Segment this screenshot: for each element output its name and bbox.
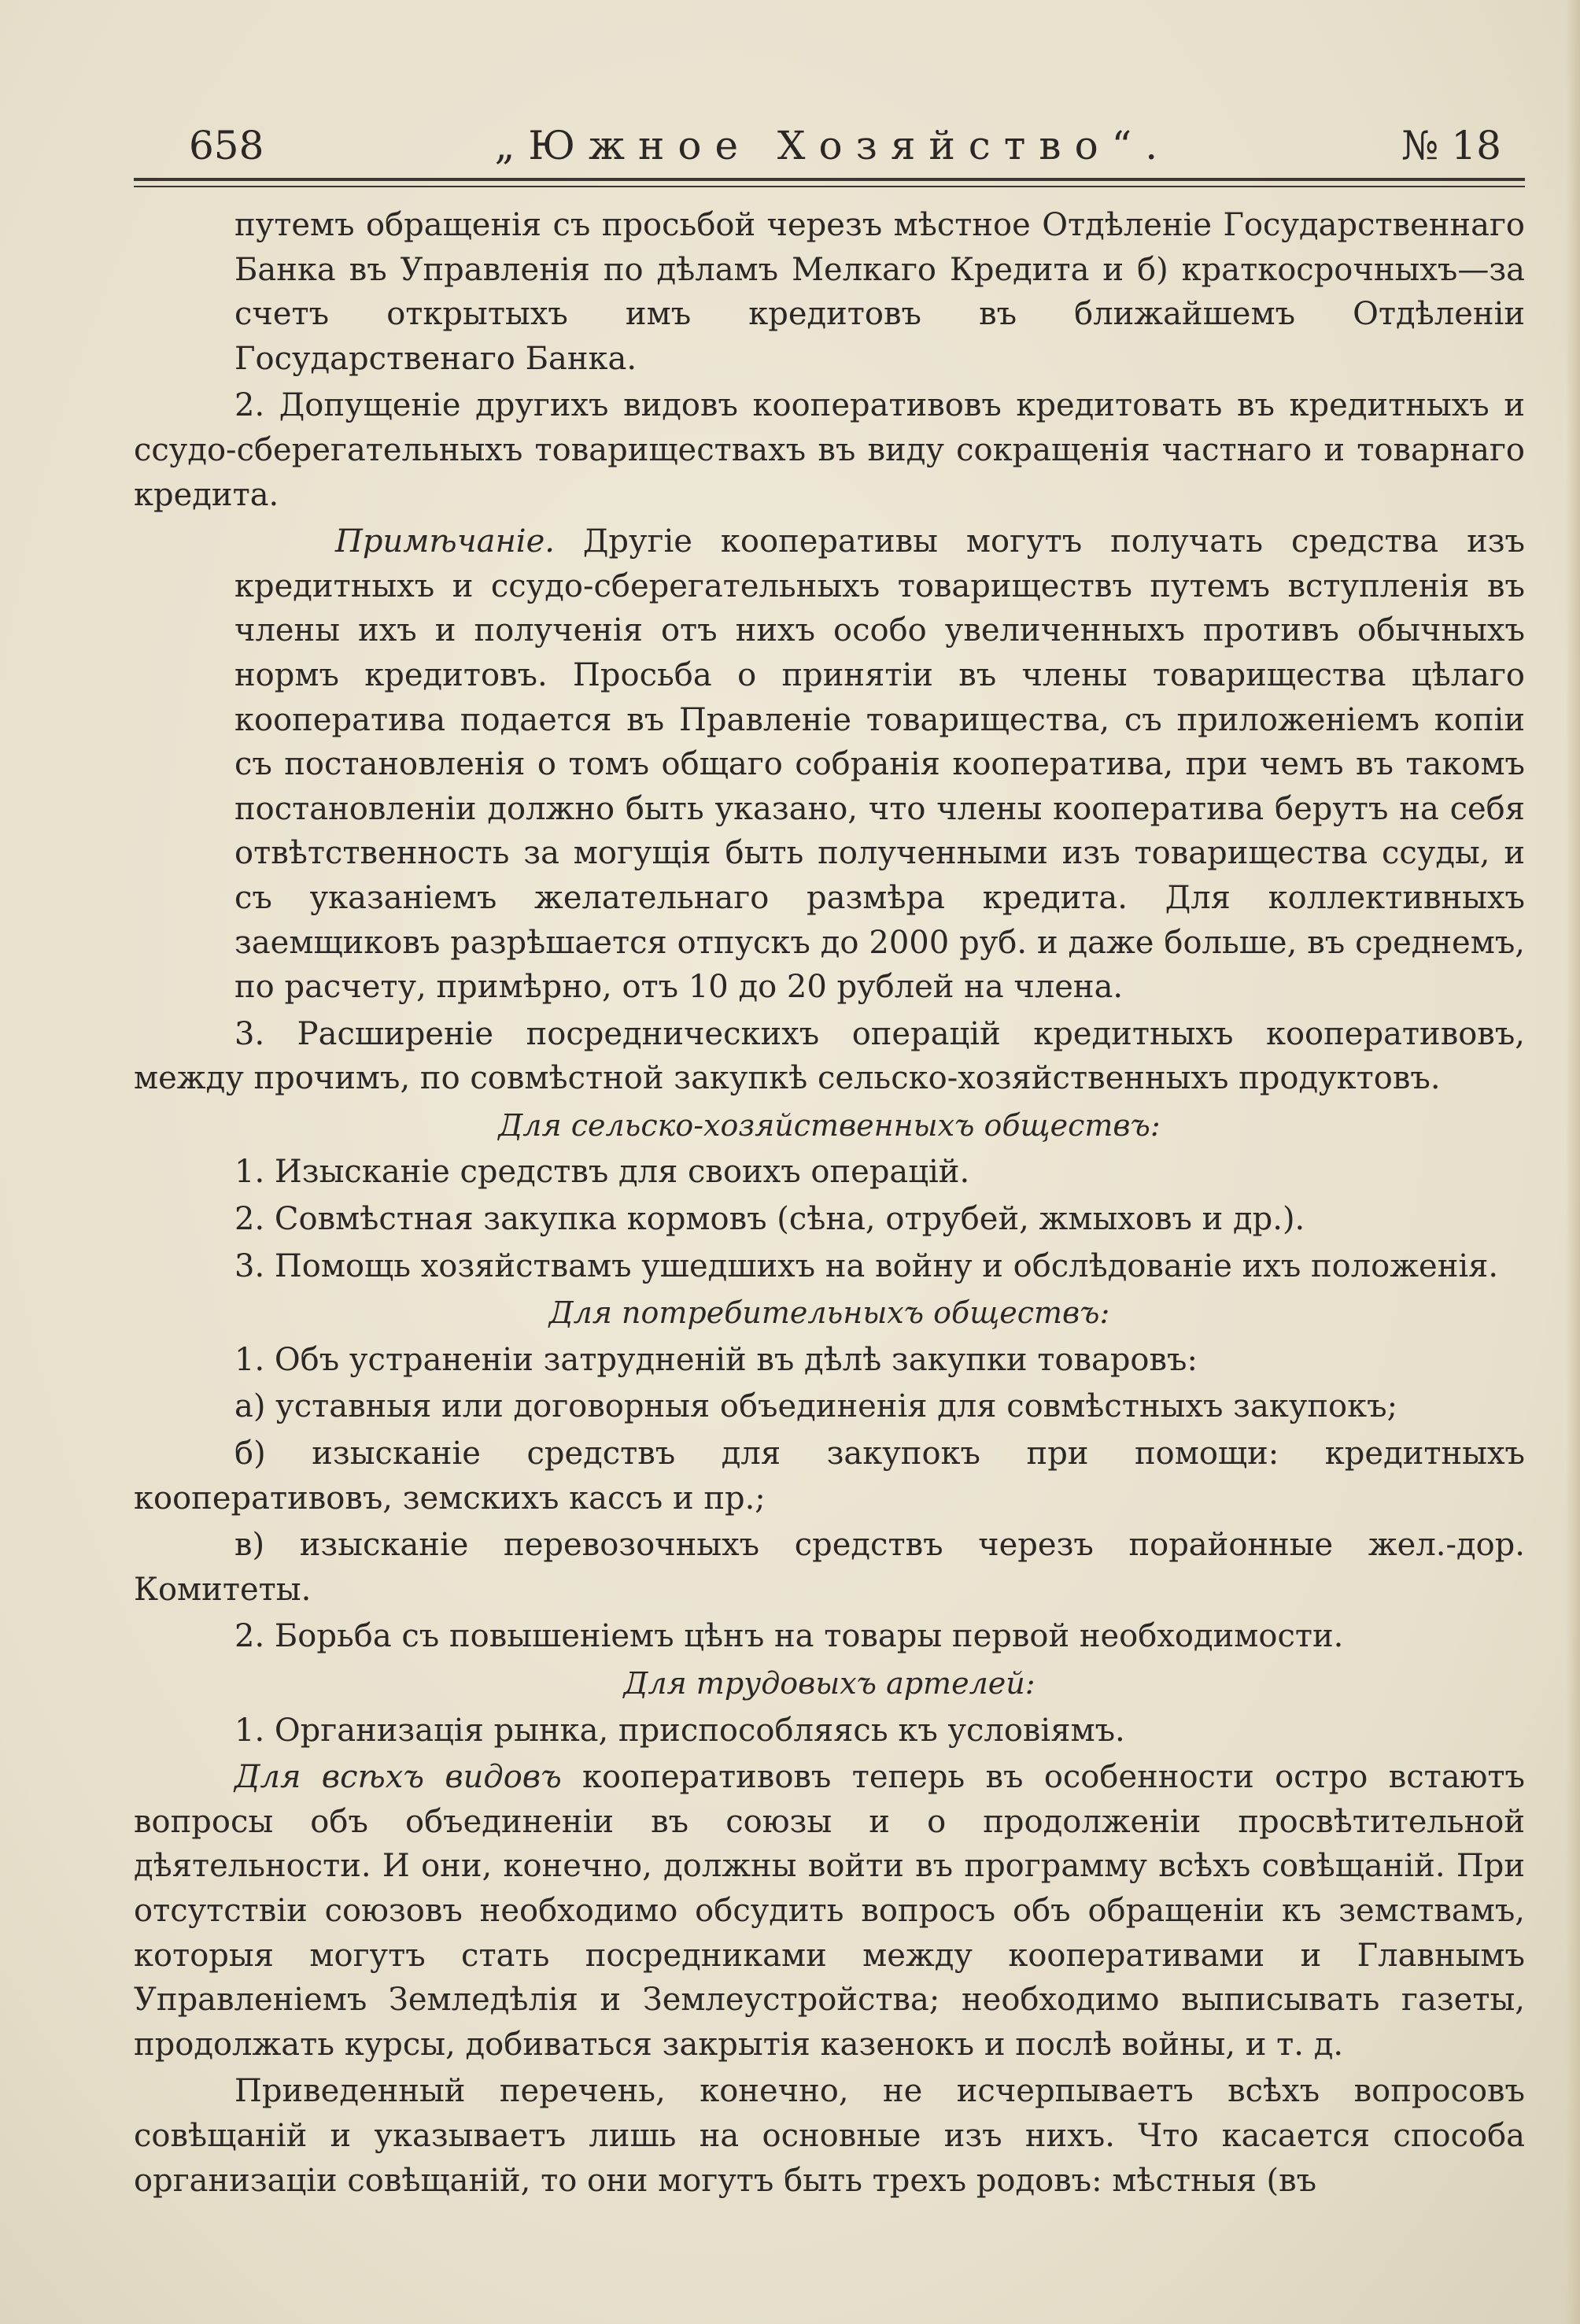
note-paragraph bbox=[134, 519, 1525, 1010]
issue-number: № 18 bbox=[1401, 123, 1501, 168]
paragraph-continuation: путемъ обращенія съ просьбой черезъ мѣстное Отдѣленіе Государственнаго Банка въ Управленія по дѣламъ Мелкаго Кредита и б) краткосрочныхъ—за счетъ открытыхъ имъ кредитовъ въ ближайшемъ Отдѣленіи Государственаго Банка. bbox=[234, 207, 1525, 377]
consumer-item-1c: в) изысканіе перевозочныхъ средствъ черезъ порайонные жел.-дор. Комитеты. bbox=[134, 1527, 1525, 1608]
note-text: Другіе кооперативы могутъ получать средства изъ кредитныхъ и ссудо-сберегательныхъ товариществъ путемъ вступленія въ члены ихъ и полученія отъ нихъ особо увеличенныхъ противъ обычныхъ нормъ кредитовъ. Просьба о принятіи въ члены товарищества цѣлаго кооператива подается въ Правленіе товарищества, съ приложеніемъ копіи съ постановленія о томъ общаго собранія кооператива, при чемъ въ такомъ постановленіи должно быть указано, что члены кооператива берутъ на себя отвѣтственность за могущія быть полученными изъ товарищества ссуды, и съ указаніемъ желательнаго размѣра кредита. Для коллективныхъ заемщиковъ разрѣшается отпускъ до 2000 руб. и даже больше, въ среднемъ, по расчету, примѣрно, отъ 10 до 20 рублей на члена. bbox=[234, 523, 1525, 1006]
agri-item-3: 3. Помощь хозяйствамъ ушедшихъ на войну и обслѣдованіе ихъ положенія. bbox=[234, 1247, 1499, 1284]
subheading-consumer: Для потребительныхъ обществъ: bbox=[548, 1295, 1110, 1331]
consumer-item-1: 1. Объ устраненіи затрудненій въ дѣлѣ закупки товаровъ: bbox=[234, 1341, 1198, 1378]
header-rule-thin bbox=[134, 186, 1525, 187]
page-number: 658 bbox=[189, 123, 264, 168]
paragraph-item-2: 2. Допущеніе другихъ видовъ кооперативовъ кредитовать въ кредитныхъ и ссудо-сберегательныхъ товариществахъ въ виду сокращенія частнаго и товарнаго кредита. bbox=[134, 387, 1525, 513]
paragraph-all-types bbox=[134, 1755, 1525, 2067]
running-header bbox=[134, 123, 1525, 168]
all-types-label: Для всѣхъ видовъ bbox=[234, 1759, 562, 1796]
all-types-text: кооперативовъ теперь въ особенности остро встаютъ вопросы объ объединеніи въ союзы и о продолженіи просвѣтительной дѣятельности. И они, конечно, должны войти въ программу всѣхъ совѣщаній. При отсутствіи союзовъ необходимо обсудить вопросъ объ обращеніи къ земствамъ, которыя могутъ стать посредниками между кооперативами и Главнымъ Управленіемъ Земледѣлія и Землеустройства; необходимо выписывать газеты, продолжать курсы, добиваться закрытія казенокъ и послѣ войны, и т. д. bbox=[134, 1759, 1525, 2063]
consumer-item-1b: б) изысканіе средствъ для закупокъ при помощи: кредитныхъ кооперативовъ, земскихъ кассъ и пр.; bbox=[134, 1435, 1525, 1517]
note-label: Примѣчаніе. bbox=[335, 523, 555, 560]
header-rule-thick bbox=[134, 178, 1525, 181]
page-edge-shadow bbox=[1566, 0, 1580, 2324]
agri-item-1: 1. Изысканіе средствъ для своихъ операцій. bbox=[234, 1154, 970, 1191]
subheading-labor: Для трудовыхъ артелей: bbox=[623, 1666, 1035, 1701]
labor-item-1: 1. Организація рынка, приспособляясь къ условіямъ. bbox=[234, 1712, 1125, 1749]
subheading-agricultural: Для сельско-хозяйственныхъ обществъ: bbox=[498, 1107, 1161, 1143]
agri-item-2: 2. Совмѣстная закупка кормовъ (сѣна, отрубей, жмыховъ и др.). bbox=[234, 1201, 1305, 1238]
paragraph-final: Приведенный перечень, конечно, не исчерпываетъ всѣхъ вопросовъ совѣщаній и указываетъ лишь на основные изъ нихъ. Что касается способа организаціи совѣщаній, то они могутъ быть трехъ родовъ: мѣстныя (въ bbox=[134, 2073, 1525, 2199]
article-body bbox=[134, 203, 1525, 2203]
consumer-item-2: 2. Борьба съ повышеніемъ цѣнъ на товары первой необходимости. bbox=[234, 1618, 1344, 1655]
journal-title: „Южное Хозяйство“. bbox=[494, 123, 1172, 168]
consumer-item-1a: а) уставныя или договорныя объединенія для совмѣстныхъ закупокъ; bbox=[234, 1388, 1398, 1425]
paragraph-item-3: 3. Расширеніе посредническихъ операцій кредитныхъ кооперативовъ, между прочимъ, по совмѣстной закупкѣ сельско-хозяйственныхъ продуктовъ. bbox=[134, 1015, 1525, 1097]
